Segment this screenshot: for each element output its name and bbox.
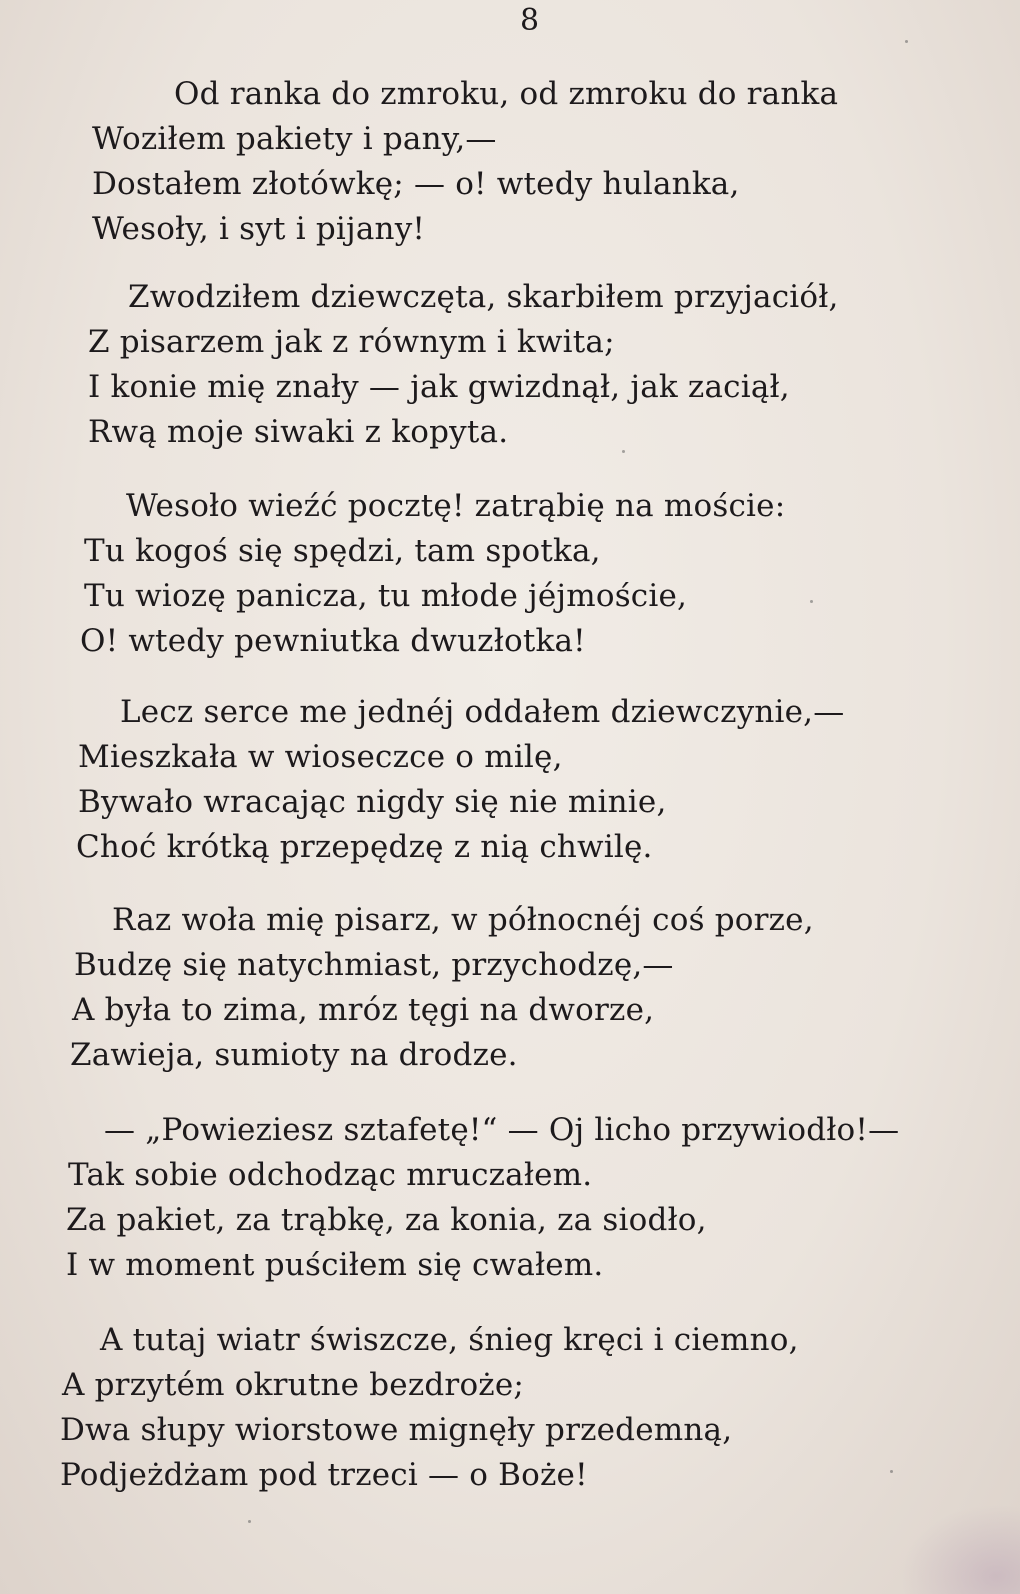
stanza-4-line-1: Lecz serce me jednéj oddałem dziewczynie,—: [120, 694, 845, 730]
stanza-3-line-1: Wesoło wieźć pocztę! zatrąbię na moście:: [126, 488, 786, 524]
paper-stain: [900, 1504, 1020, 1594]
paper-speck: [890, 1470, 893, 1473]
paper-speck: [905, 40, 908, 43]
stanza-2-line-4: Rwą moje siwaki z kopyta.: [88, 414, 509, 450]
stanza-3-line-2: Tu kogoś się spędzi, tam spotka,: [84, 533, 601, 569]
stanza-6-line-3: Za pakiet, za trąbkę, za konia, za siodło,: [66, 1202, 707, 1238]
stanza-4-line-4: Choć krótką przepędzę z nią chwilę.: [76, 829, 653, 865]
stanza-5-line-4: Zawieja, sumioty na drodze.: [70, 1037, 518, 1073]
stanza-1-line-4: Wesoły, i syt i pijany!: [92, 211, 426, 247]
stanza-7-line-2: A przytém okrutne bezdroże;: [62, 1367, 525, 1403]
paper-speck: [622, 450, 625, 453]
paper-speck: [248, 1520, 251, 1523]
stanza-7-line-1: A tutaj wiatr świszcze, śnieg kręci i ciemno,: [100, 1322, 799, 1358]
stanza-2-line-1: Zwodziłem dziewczęta, skarbiłem przyjaciół,: [128, 279, 839, 315]
stanza-5-line-2: Budzę się natychmiast, przychodzę,—: [74, 947, 674, 983]
stanza-6-line-1: — „Powieziesz sztafetę!“ — Oj licho przywiodło!—: [104, 1112, 900, 1148]
stanza-5-line-1: Raz woła mię pisarz, w północnéj coś porze,: [112, 902, 814, 938]
stanza-7-line-3: Dwa słupy wiorstowe mignęły przedemną,: [60, 1412, 733, 1448]
stanza-3-line-3: Tu wiozę panicza, tu młode jéjmoście,: [84, 578, 688, 614]
stanza-7-line-4: Podjeżdżam pod trzeci — o Boże!: [60, 1457, 588, 1493]
stanza-2-line-2: Z pisarzem jak z równym i kwita;: [88, 324, 615, 360]
stanza-1-line-1: Od ranka do zmroku, od zmroku do ranka: [174, 76, 839, 112]
stanza-4-line-2: Mieszkała w wioseczce o milę,: [78, 739, 563, 775]
page-number: 8: [520, 3, 540, 38]
stanza-6-line-4: I w moment puściłem się cwałem.: [66, 1247, 604, 1283]
stanza-1-line-2: Woziłem pakiety i pany,—: [92, 121, 497, 157]
stanza-2-line-3: I konie mię znały — jak gwizdnął, jak zaciął,: [88, 369, 790, 405]
stanza-3-line-4: O! wtedy pewniutka dwuzłotka!: [80, 623, 586, 659]
paper-speck: [810, 600, 813, 603]
stanza-5-line-3: A była to zima, mróz tęgi na dworze,: [72, 992, 655, 1028]
stanza-6-line-2: Tak sobie odchodząc mruczałem.: [68, 1157, 593, 1193]
stanza-4-line-3: Bywało wracając nigdy się nie minie,: [78, 784, 667, 820]
stanza-1-line-3: Dostałem złotówkę; — o! wtedy hulanka,: [92, 166, 740, 202]
